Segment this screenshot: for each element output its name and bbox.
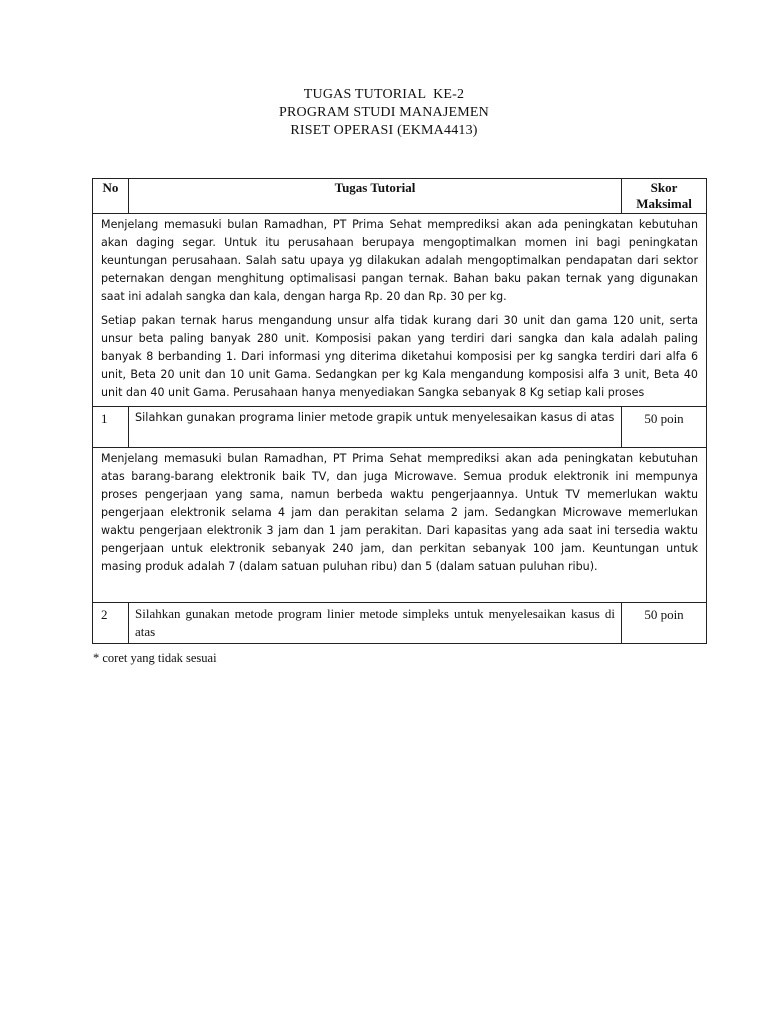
task-2-score: 50 poin <box>622 603 707 644</box>
header-score <box>622 179 707 214</box>
case-1-paragraph-1: Menjelang memasuki bulan Ramadhan, PT Prima Sehat memprediksi akan ada peningkatan kebutuhan akan daging segar. Untuk itu perusahaan berupaya mengoptimalkan momen ini bagi peningkatan keuntungan perusahaan. Salah satu upaya yg dilakukan adalah mengoptimalkan pendapatan dari sektor peternakan dengan menghitung optimalisasi pangan ternak. Bahan baku pakan ternak yang digunakan saat ini adalah sangka dan kala, dengan harga Rp. 20 dan Rp. 30 per kg. <box>101 218 698 303</box>
task-1-score: 50 poin <box>622 407 707 448</box>
title-line-2: PROGRAM STUDI MANAJEMEN <box>279 105 489 120</box>
case-2-paragraph-1: Menjelang memasuki bulan Ramadhan, PT Prima Sehat memprediksi akan ada peningkatan kebutuhan atas barang-barang elektronik baik TV, dan juga Microwave. Semua produk elektronik ini mempunya proses pengerjaan yang sama, namun berbeda waktu pengerjaannya. Untuk TV memerlukan waktu pengerjaan elektronik selama 4 jam dan perakitan selama 2 jam. Sedangkan Microwave memerlukan waktu pengerjaan elektronik 3 jam dan 1 jam perakitan. Dari kapasitas yang ada saat ini tersedia waktu pengerjaan untuk elektronik sebanyak 240 jam, dan perkitan sebanyak 100 jam. Keuntungan untuk masing produk adalah 7 (dalam satuan puluhan ribu) dan 5 (dalam satuan puluhan ribu). <box>101 452 698 573</box>
case-1-paragraph-2: Setiap pakan ternak harus mengandung unsur alfa tidak kurang dari 30 unit dan gama 120 unit, serta unsur beta paling banyak 280 unit. Komposisi pakan yang terdiri dari sangka dan kala adalah paling banyak 8 berbanding 1. Dari informasi yng diterima diketahui komposisi per kg sangka terdiri dari alfa 6 unit, Beta 20 unit dan 10 unit Gama. Sedangkan per kg Kala mengandung komposisi alfa 3 unit, Beta 40 unit dan 40 unit Gama. Perusahaan hanya menyediakan Sangka sebanyak 8 Kg setiap kali proses <box>101 314 698 399</box>
task-1-number: 1 <box>93 407 129 448</box>
tutorial-table <box>92 178 707 644</box>
case-2-row <box>93 448 707 603</box>
title-line-3: RISET OPERASI (EKMA4413) <box>290 123 478 138</box>
header-task: Tugas Tutorial <box>129 179 622 214</box>
footnote: * coret yang tidak sesuai <box>93 651 217 665</box>
header-score-line-1: Skor <box>650 180 678 195</box>
task-2-text: Silahkan gunakan metode program linier metode simpleks untuk menyelesaikan kasus di atas <box>129 603 622 644</box>
task-1-text: Silahkan gunakan programa linier metode grapik untuk menyelesaikan kasus di atas <box>129 407 622 448</box>
document-title <box>0 86 768 140</box>
header-score-line-2: Maksimal <box>636 196 692 211</box>
task-1-row <box>93 407 707 448</box>
case-1-row <box>93 214 707 407</box>
header-no: No <box>93 179 129 214</box>
task-2-row <box>93 603 707 644</box>
case-2-description <box>93 448 707 603</box>
case-1-description <box>93 214 707 407</box>
title-line-1: TUGAS TUTORIAL KE-2 <box>303 87 465 102</box>
table-header-row <box>93 179 707 214</box>
task-2-number: 2 <box>93 603 129 644</box>
